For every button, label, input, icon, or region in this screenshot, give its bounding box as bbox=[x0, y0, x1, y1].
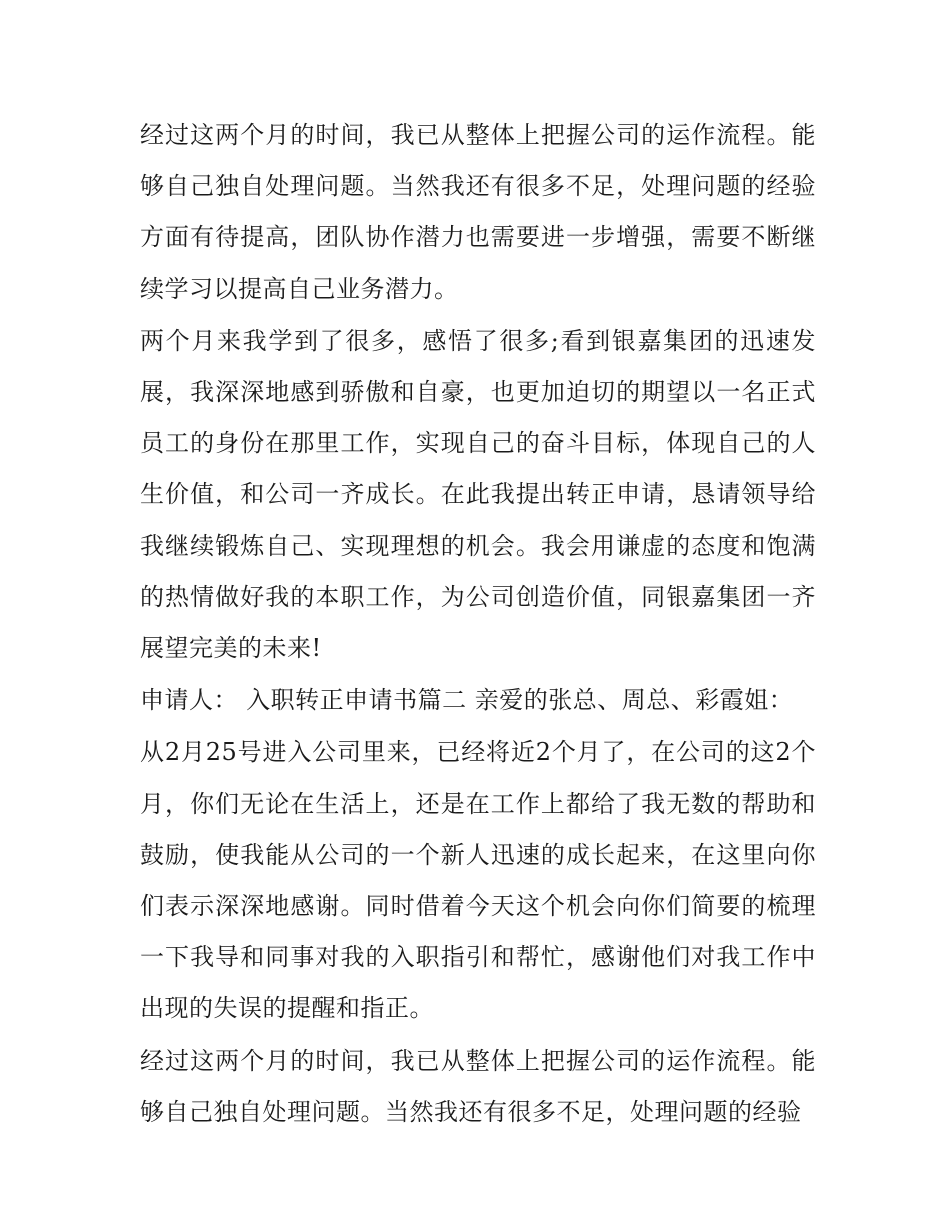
paragraph-work-summary-repeat: 经过这两个月的时间，我已从整体上把握公司的运作流程。能够自己独自处理问题。当然我还有很多不足，处理问题的经验 bbox=[140, 1046, 816, 1126]
paragraph-applicant-heading: 申请人： 入职转正申请书篇二 亲爱的张总、周总、彩霞姐： bbox=[140, 686, 794, 715]
paragraph-gratitude: 从2月25号进入公司里来，已经将近2个月了，在公司的这2个月，你们无论在生活上，还是在工作上都给了我无数的帮助和鼓励，使我能从公司的一个新人迅速的成长起来，在这里向你们表示深深地感谢。同时借着今天这个机会向你们简要的梳理一下我导和同事对我的入职指引和帮忙，感谢他们对我工作中出现的失误的提醒和指正。 bbox=[140, 738, 816, 1023]
paragraph-work-summary: 经过这两个月的时间，我已从整体上把握公司的运作流程。能够自己独自处理问题。当然我还有很多不足，处理问题的经验方面有待提高，团队协作潜力也需要进一步增强，需要不断继续学习以提高自己业务潜力。 bbox=[140, 121, 816, 303]
document-body bbox=[140, 110, 816, 1138]
paragraph-application: 两个月来我学到了很多，感悟了很多;看到银嘉集团的迅速发展，我深深地感到骄傲和自豪，也更加迫切的期望以一名正式员工的身份在那里工作，实现自己的奋斗目标，体现自己的人生价值，和公司一齐成长。在此我提出转正申请，恳请领导给我继续锻炼自己、实现理想的机会。我会用谦虚的态度和饱满的热情做好我的本职工作，为公司创造价值，同银嘉集团一齐展望完美的未来! bbox=[140, 326, 816, 663]
